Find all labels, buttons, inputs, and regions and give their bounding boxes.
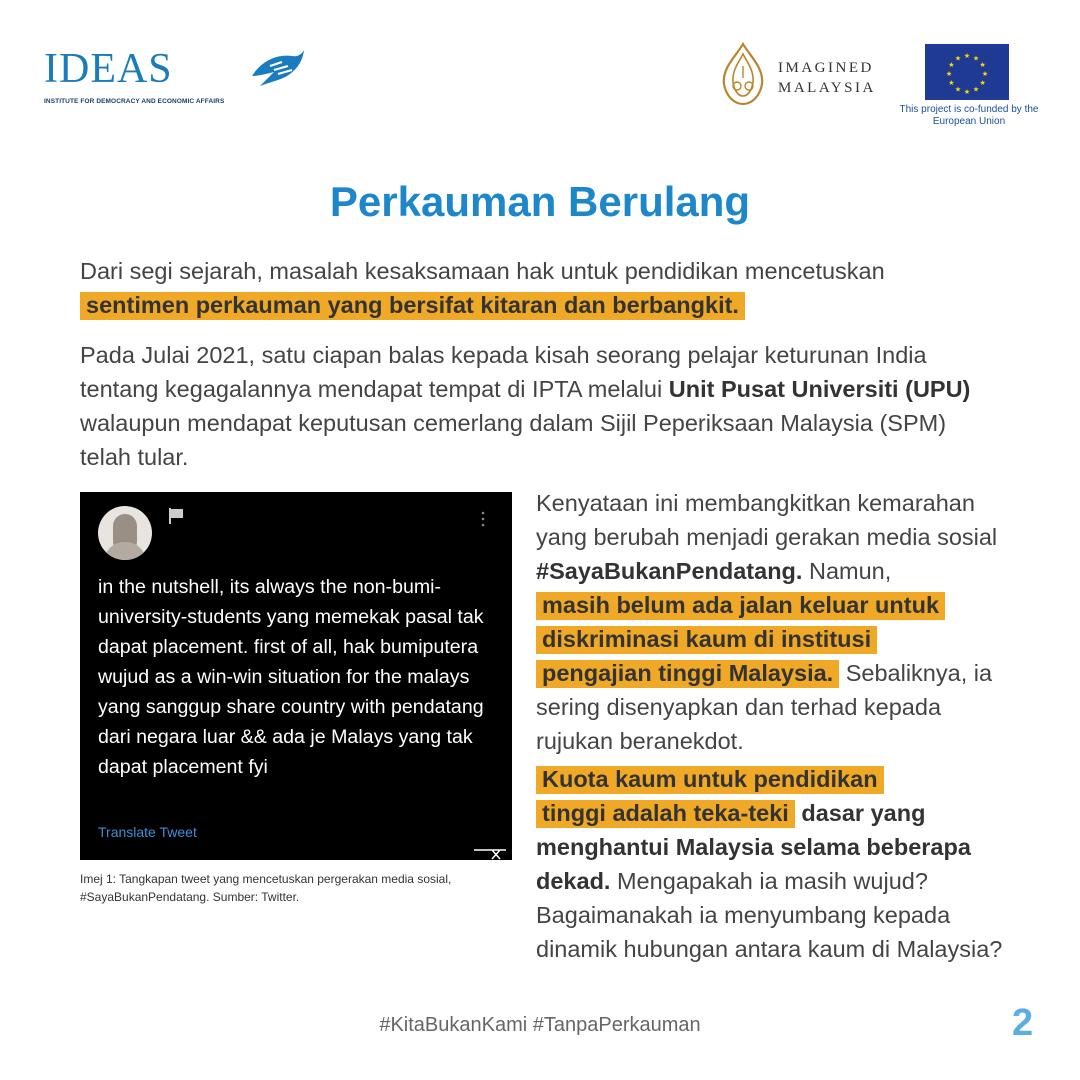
context-text-a: Pada Julai 2021, satu ciapan balas kepada kisah seorang pelajar keturunan India tentang kegagalannya mendapat tempat di IPTA melalui <box>80 342 927 402</box>
reaction-hashtag: #SayaBukanPendatang. <box>536 558 803 584</box>
svg-text:★: ★ <box>954 54 962 63</box>
eu-flag-icon <box>925 44 1009 100</box>
question-bold: dasar yang menghantui Malaysia selama beberapa dekad. <box>536 800 971 894</box>
svg-text:★: ★ <box>948 61 955 69</box>
intro-text: Dari segi sejarah, masalah kesaksamaan hak untuk pendidikan mencetuskan <box>80 258 885 284</box>
paragraph-reaction <box>536 486 1006 758</box>
svg-text:★: ★ <box>963 88 971 96</box>
ideas-bird-icon <box>248 46 306 94</box>
paragraph-context <box>80 338 980 474</box>
translate-tweet-link[interactable]: Translate Tweet <box>98 824 197 840</box>
more-dots-icon <box>480 510 486 528</box>
svg-text:★: ★ <box>981 70 989 78</box>
context-text-b: walaupun mendapat keputusan cemerlang dalam Sijil Peperiksaan Malaysia (SPM) telah tular. <box>80 410 947 470</box>
eu-flag <box>925 44 1009 100</box>
question-text: Mengapakah ia masih wujud? Bagaimanakah ia menyumbang kepada dinamik hubungan antara kaum di Malaysia? <box>536 868 1003 962</box>
ideas-logo-text: IDEAS <box>44 46 173 92</box>
imagined-line-1: IMAGINED <box>778 60 874 76</box>
reaction-text-c: Sebaliknya, ia sering disenyapkan dan terhad kepada rujukan beranekdot. <box>536 660 993 754</box>
svg-text:★: ★ <box>963 52 971 60</box>
question-highlight-2: tinggi adalah teka-teki <box>536 800 795 828</box>
tweet-screenshot <box>80 492 512 860</box>
svg-text:★: ★ <box>972 85 980 94</box>
svg-text:★: ★ <box>979 61 986 69</box>
watermark-glyph <box>472 848 508 860</box>
paragraph-question <box>536 762 1006 966</box>
reaction-highlight-3: pengajian tinggi Malaysia. <box>536 660 839 688</box>
reaction-highlight-2: diskriminasi kaum di institusi <box>536 626 877 654</box>
svg-text:★: ★ <box>954 85 962 94</box>
avatar <box>98 506 152 560</box>
imagined-malaysia-logo <box>720 42 900 106</box>
reaction-text-a: Kenyataan ini membangkitkan kemarahan yang berubah menjadi gerakan media sosial <box>536 490 998 550</box>
tweet-text: in the nutshell, its always the non-bumi-university-students yang memekak pasal tak dapat placement. first of all, hak bumiputera wujud as a win-win situation for the malays yang sanggup share country with pendatang dari negara luar && ada je Malays yang tak dapat placement fyi <box>98 576 484 778</box>
ideas-subtitle: INSTITUTE FOR DEMOCRACY AND ECONOMIC AFFAIRS <box>44 98 225 105</box>
imagined-line-2: MALAYSIA <box>778 80 876 96</box>
svg-text:★: ★ <box>945 70 953 78</box>
bookmark-flag-icon <box>168 508 184 524</box>
footer-hashtags: #KitaBukanKami #TanpaPerkauman <box>379 1014 701 1036</box>
intro-highlight: sentimen perkauman yang bersifat kitaran dan berbangkit. <box>80 292 745 320</box>
reaction-text-b: Namun, <box>808 558 892 584</box>
page-title: Perkauman Berulang <box>329 178 751 225</box>
imagined-malaysia-emblem-icon <box>720 42 766 106</box>
svg-text:★: ★ <box>979 79 986 87</box>
ideas-logo <box>44 44 284 114</box>
eu-cofunded-note: This project is co-funded by the European Union <box>899 104 1039 127</box>
reaction-highlight-1: masih belum ada jalan keluar untuk <box>536 592 945 620</box>
paragraph-intro <box>80 254 1010 322</box>
image-caption: Imej 1: Tangkapan tweet yang mencetuskan pergerakan media sosial, #SayaBukanPendatang. Sumber: Twitter. <box>80 872 452 904</box>
question-highlight-1: Kuota kaum untuk pendidikan <box>536 766 884 794</box>
svg-text:★: ★ <box>948 79 955 87</box>
context-bold: Unit Pusat Universiti (UPU) <box>668 376 971 402</box>
svg-text:★: ★ <box>972 54 980 63</box>
page-number: 2 <box>1012 1002 1034 1044</box>
